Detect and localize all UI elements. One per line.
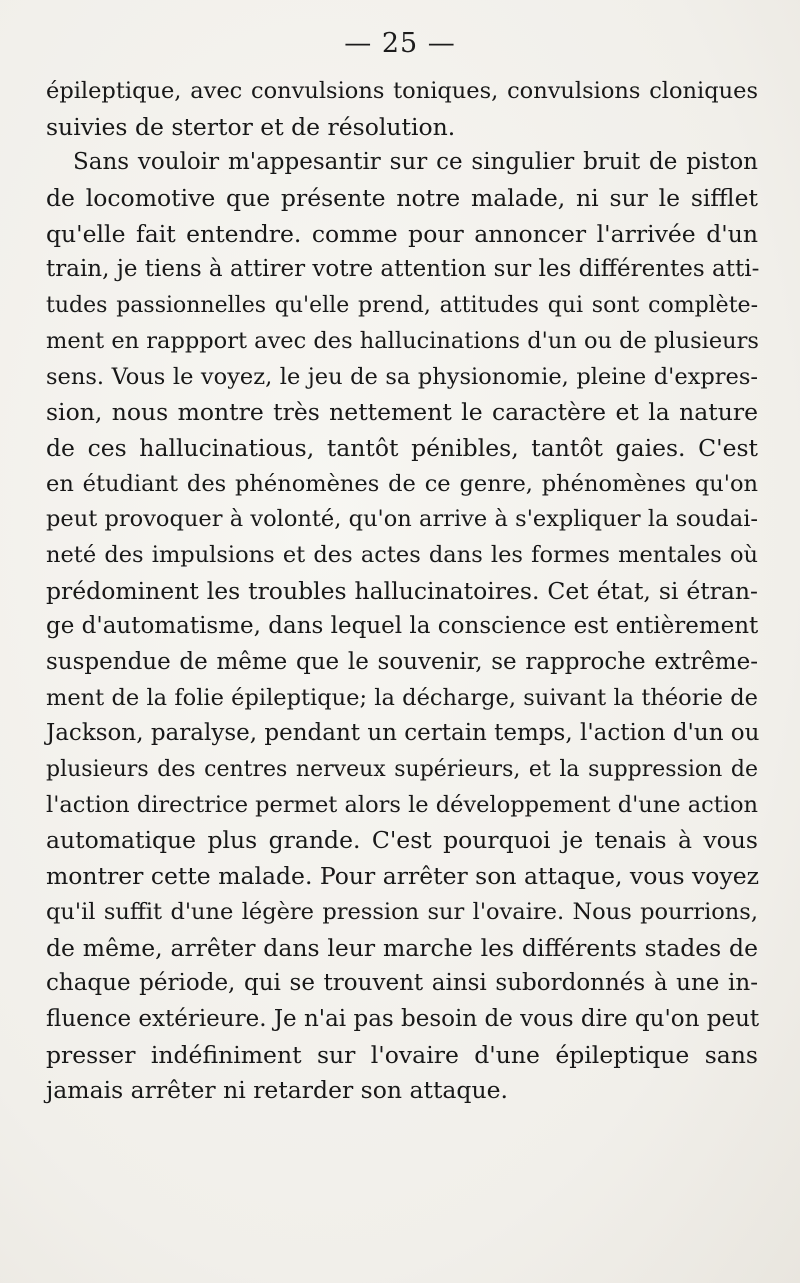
- text-line: épileptique, avec convulsions toniques, convulsions cloniques: [46, 78, 758, 104]
- page-number: — 25 —: [344, 28, 456, 59]
- text-line: montrer cette malade. Pour arrêter son attaque, vous voyez: [46, 862, 760, 891]
- text-line: fluence extérieure. Je n'ai pas besoin de vous dire qu'on peut: [46, 1005, 760, 1032]
- text-line: Sans vouloir m'appesantir sur ce singulier bruit de piston: [73, 149, 758, 176]
- text-line: chaque période, qui se trouvent ainsi subordonnés à une in-: [46, 970, 758, 997]
- text-line: peut provoquer à volonté, qu'on arrive à s'expliquer la soudai-: [46, 506, 758, 533]
- text-line: plusieurs des centres nerveux supérieurs, et la suppression de: [46, 757, 758, 783]
- text-line: presser indéfiniment sur l'ovaire d'une épileptique sans: [46, 1040, 758, 1069]
- text-line: ment de la folie épileptique; la décharge, suivant la théorie de: [46, 684, 758, 711]
- text-line: de ces hallucinatious, tantôt pénibles, tantôt gaies. C'est: [46, 433, 758, 462]
- text-line: qu'il suffit d'une légère pression sur l'ovaire. Nous pourrions,: [46, 898, 758, 925]
- text-line: suivies de stertor et de résolution.: [46, 112, 456, 141]
- text-line: train, je tiens à attirer votre attention sur les différentes atti-: [46, 256, 760, 283]
- text-line: de locomotive que présente notre malade, ni sur le sifflet: [46, 184, 758, 213]
- text-line: jamais arrêter ni retarder son attaque.: [46, 1076, 508, 1105]
- text-line: en étudiant des phénomènes de ce genre, phénomènes qu'on: [46, 470, 758, 497]
- text-line: de même, arrêter dans leur marche les différents stades de: [46, 933, 758, 962]
- text-line: sens. Vous le voyez, le jeu de sa physionomie, pleine d'expres-: [46, 363, 758, 390]
- text-line: ment en rappport avec des hallucinations d'un ou de plusieurs: [46, 327, 759, 354]
- text-line: l'action directrice permet alors le développement d'une action: [46, 791, 759, 818]
- text-line: sion, nous montre très nettement le caractère et la nature: [46, 398, 758, 427]
- text-line: Jackson, paralyse, pendant un certain temps, l'action d'un ou: [46, 720, 760, 747]
- text-line: automatique plus grande. C'est pourquoi je tenais à vous: [46, 826, 758, 855]
- text-line: ge d'automatisme, dans lequel la conscience est entièrement: [46, 613, 759, 640]
- text-line: suspendue de même que le souvenir, se rapproche extrême-: [46, 649, 758, 675]
- text-line: tudes passionnelles qu'elle prend, attitudes qui sont complète-: [46, 293, 758, 319]
- text-line: neté des impulsions et des actes dans les formes mentales où: [46, 541, 758, 568]
- text-line: prédominent les troubles hallucinatoires. Cet état, si étran-: [46, 576, 758, 605]
- text-line: qu'elle fait entendre. comme pour annoncer l'arrivée d'un: [46, 219, 758, 248]
- body-text: [46, 74, 758, 1109]
